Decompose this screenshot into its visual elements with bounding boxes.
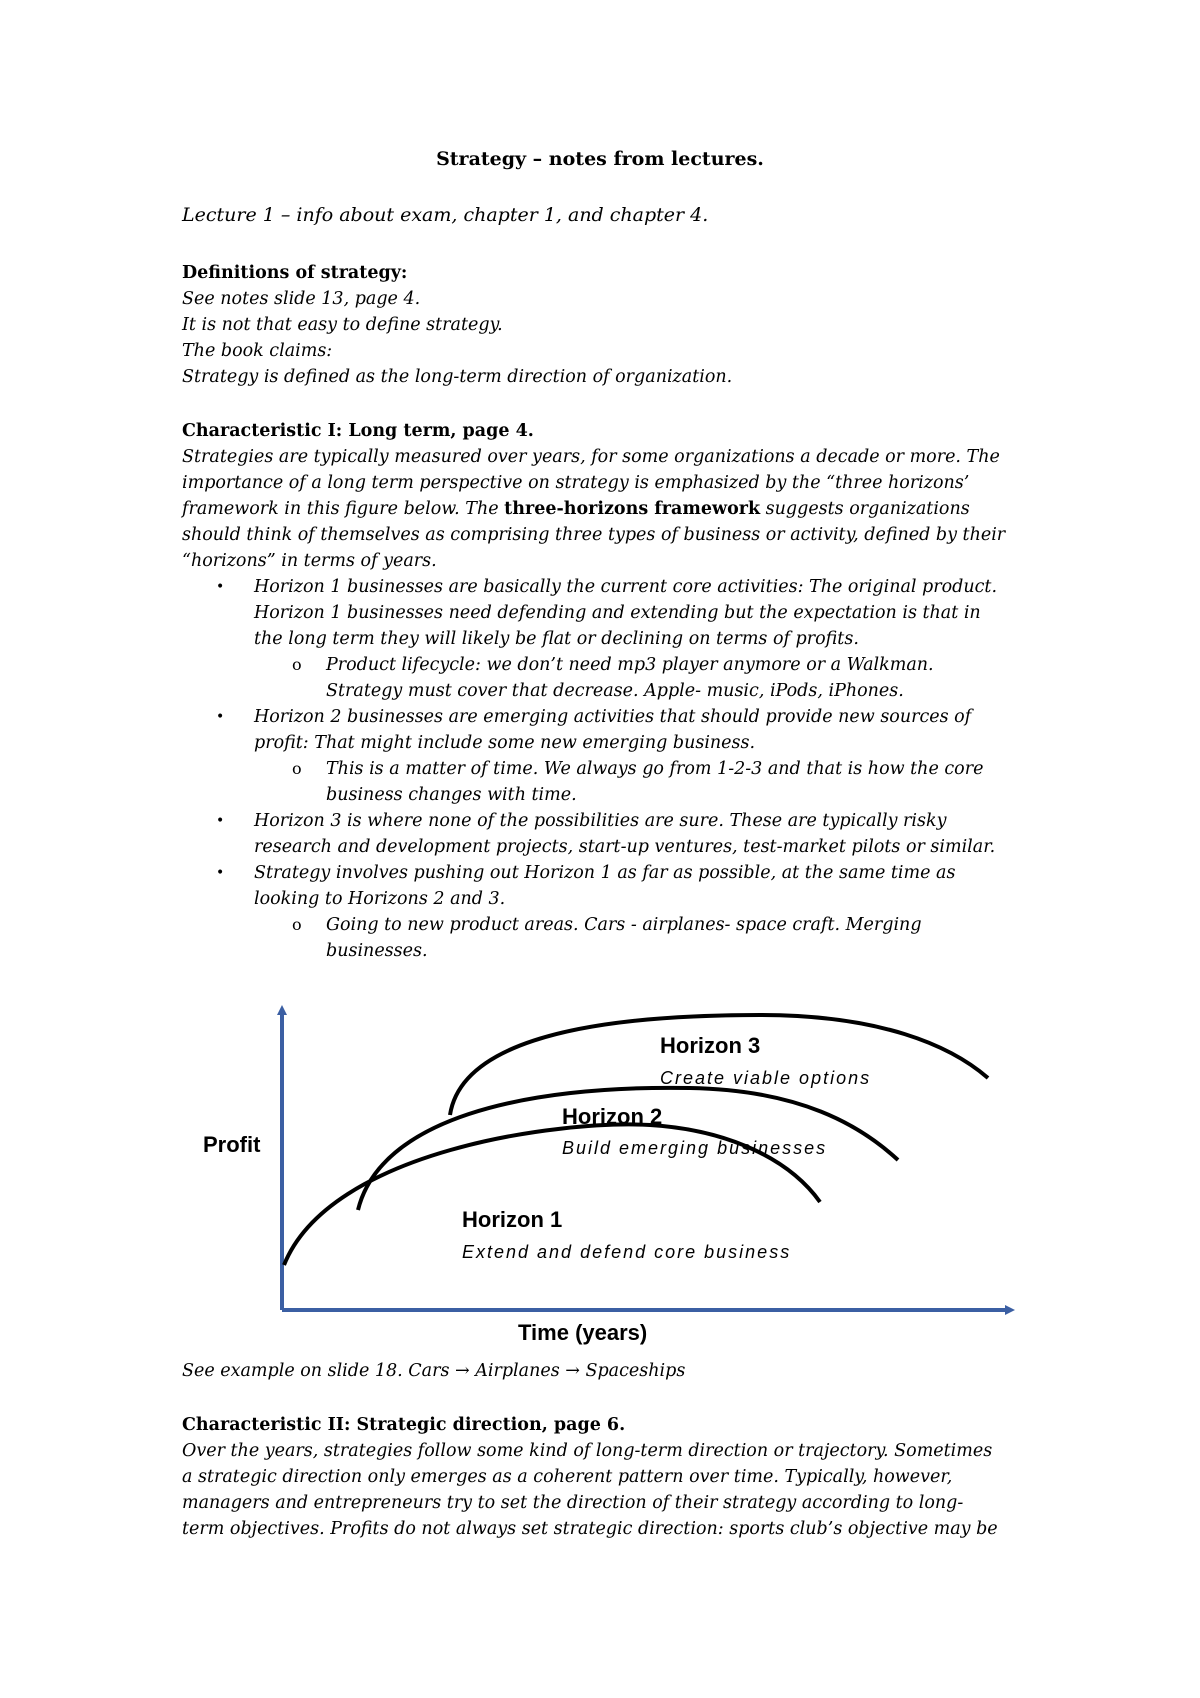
y-axis-label: Profit — [203, 1132, 261, 1157]
bullet-line: research and development projects, start-up ventures, test-market pilots or similar. — [254, 837, 996, 857]
characteristic-2-section — [182, 1412, 1042, 1542]
definitions-section — [182, 260, 1042, 390]
bullet-line: Going to new product areas. Cars - airplanes- space craft. Merging — [326, 915, 922, 935]
bullet-horizon-1 — [216, 574, 1054, 652]
bullet-line: looking to Horizons 2 and 3. — [254, 889, 506, 909]
subbullet-marker: o — [292, 655, 302, 674]
example-line: See example on slide 18. Cars → Airplanes → Spaceships — [182, 1361, 686, 1381]
lecture-heading: Lecture 1 – info about exam, chapter 1, and chapter 4. — [182, 204, 709, 226]
horizon-1-subtitle: Extend and defend core business — [462, 1242, 792, 1262]
paragraph-line: Strategies are typically measured over years, for some organizations a decade or more. The — [182, 447, 1000, 467]
characteristic-1-heading: Characteristic I: Long term, page 4. — [182, 421, 534, 441]
characteristic-1-section — [182, 418, 1042, 574]
paragraph-line: term objectives. Profits do not always set strategic direction: sports club’s objective may be — [182, 1519, 998, 1539]
subbullet-marker: o — [292, 915, 302, 934]
paragraph-line: managers and entrepreneurs try to set the direction of their strategy according to long- — [182, 1493, 964, 1513]
horizon-3-subtitle: Create viable options — [660, 1068, 872, 1088]
bullet-strategy-involves — [216, 860, 1054, 912]
bullet-line: Horizon 2 businesses are emerging activities that should provide new sources of — [254, 707, 972, 727]
paragraph-line: importance of a long term perspective on strategy is emphasized by the “three horizons’ — [182, 473, 970, 493]
paragraph-line: Over the years, strategies follow some kind of long-term direction or trajectory. Sometimes — [182, 1441, 993, 1461]
horizon-2-subtitle: Build emerging businesses — [562, 1138, 828, 1158]
bullet-line: Horizon 1 businesses need defending and extending but the expectation is that in — [254, 603, 981, 623]
definitions-heading: Definitions of strategy: — [182, 263, 408, 283]
definitions-line: Strategy is defined as the long-term direction of organization. — [182, 367, 733, 387]
bullet-line: Strategy involves pushing out Horizon 1 as far as possible, at the same time as — [254, 863, 956, 883]
bullet-line: Horizon 1 businesses are basically the current core activities: The original product. — [254, 577, 998, 597]
characteristic-2-heading: Characteristic II: Strategic direction, page 6. — [182, 1415, 626, 1435]
definitions-line: The book claims: — [182, 341, 333, 361]
bullet-dot: • — [216, 865, 225, 881]
bullet-line: Product lifecycle: we don’t need mp3 player anymore or a Walkman. — [326, 655, 934, 675]
horizon-1-label: Horizon 1 — [462, 1207, 563, 1232]
definitions-line: It is not that easy to define strategy. — [182, 315, 503, 335]
bullet-dot: • — [216, 579, 225, 595]
bullet-line: Strategy must cover that decrease. Apple- music, iPods, iPhones. — [326, 681, 904, 701]
bullet-horizon-3 — [216, 808, 1054, 860]
term-three-horizons: three-horizons framework — [504, 499, 761, 519]
horizon-2-label: Horizon 2 — [562, 1104, 663, 1129]
paragraph-line — [182, 496, 1042, 522]
page-title: Strategy – notes from lectures. — [436, 148, 764, 170]
bullet-line: Horizon 3 is where none of the possibilities are sure. These are typically risky — [254, 811, 947, 831]
paragraph-line: should think of themselves as comprising three types of business or activity, defined by their — [182, 525, 1006, 545]
bullet-line: business changes with time. — [326, 785, 577, 805]
text-run: suggests organizations — [760, 499, 970, 519]
definitions-line: See notes slide 13, page 4. — [182, 289, 421, 309]
three-horizons-chart — [0, 990, 1200, 1345]
horizon-3-label: Horizon 3 — [660, 1033, 761, 1058]
bullet-dot: • — [216, 813, 225, 829]
paragraph-line: a strategic direction only emerges as a coherent pattern over time. Typically, however, — [182, 1467, 953, 1487]
paragraph-line: “horizons” in terms of years. — [182, 551, 437, 571]
bullet-line: businesses. — [326, 941, 428, 961]
bullet-line: This is a matter of time. We always go from 1-2-3 and that is how the core — [326, 759, 984, 779]
bullet-line: the long term they will likely be flat or declining on terms of profits. — [254, 629, 859, 649]
subbullet-new-product-areas — [292, 912, 1126, 964]
subbullet-matter-of-time — [292, 756, 1126, 808]
x-axis-label: Time (years) — [518, 1320, 648, 1345]
bullet-line: profit: That might include some new emerging business. — [254, 733, 756, 753]
subbullet-marker: o — [292, 759, 302, 778]
bullet-horizon-2 — [216, 704, 1054, 756]
bullet-dot: • — [216, 709, 225, 725]
example-note — [182, 1358, 1042, 1384]
subbullet-product-lifecycle — [292, 652, 1126, 704]
text-run: framework in this figure below. The — [182, 499, 505, 519]
